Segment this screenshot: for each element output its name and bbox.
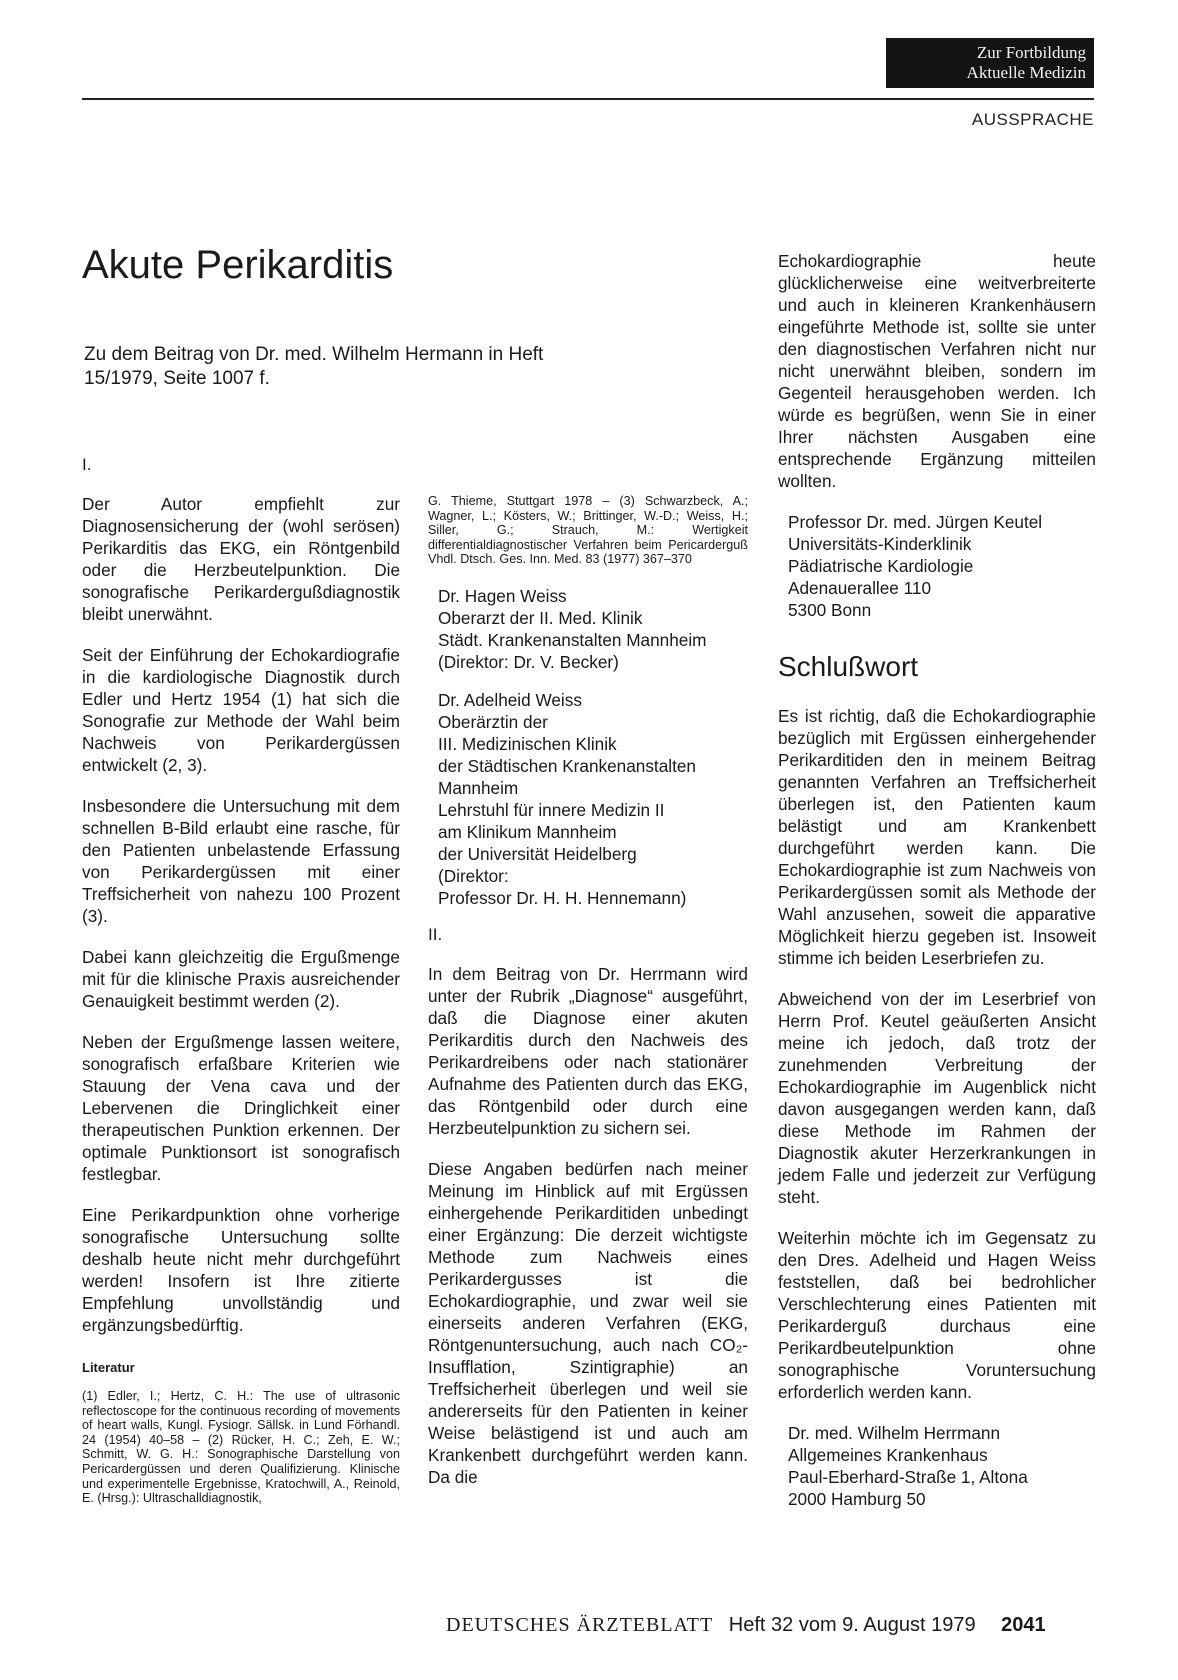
issue-info: Heft 32 vom 9. August 1979 [728, 1614, 976, 1636]
author-line: Professor Dr. med. Jürgen Keutel [788, 512, 1043, 532]
author-line: III. Medizinischen Klinik [438, 733, 617, 754]
author-line: der Universität Heidelberg [438, 843, 637, 864]
column-1 [82, 455, 400, 1506]
letter-2-paragraph: Diese Angaben bedürfen nach meiner Meinung im Hinblick auf mit Ergüssen einhergehende Perikarditiden unbedingt einer Ergänzung: Die derzeit wichtigste Methode zum Nachweis eines Perikardergusses ist die Echokardiographie, und zwar weil sie einerseits anderen Verfahren (EKG, Röntgenuntersuchung, auch nach CO₂-Insufflation, Szintigraphie) an Treffsicherheit überlegen und weil sie andererseits für den Patienten in keiner Weise belästigend ist und auch am Krankenbett durchgeführt werden kann. Da die [428, 1158, 748, 1487]
author-line: Paul-Eberhard-Straße 1, Altona [788, 1467, 1028, 1487]
section-label: AUSSPRACHE [971, 110, 1094, 129]
letter-1-paragraph: Neben der Ergußmenge lassen weitere, sonografisch erfaßbare Kriterien wie Stauung der Vena cava und der Lebervenen die Dringlichkeit einer therapeutischen Punktion erkennen. Der optimale Punktionsort ist sonografisch festlegbar. [82, 1032, 400, 1184]
schlusswort-paragraph: Es ist richtig, daß die Echokardiographie bezüglich mit Ergüssen einhergehender Perikarditiden den in meinem Beitrag genannten Verfahren an Treffsicherheit überlegen ist, den Patienten kaum belästigt und am Krankenbett durchgeführt werden kann. Die Echokardiographie ist zum Nachweis von Perikardergüssen somit als Methode der Wahl anzusehen, soweit die apparative Möglichkeit hierzu gegeben ist. Insoweit stimme ich beiden Leserbriefen zu. [778, 706, 1096, 968]
author-line: 5300 Bonn [788, 600, 872, 620]
author-line: 2000 Hamburg 50 [788, 1489, 926, 1509]
letter-1-paragraph: Insbesondere die Untersuchung mit dem schnellen B-Bild erlaubt eine rasche, für den Patienten unbelastende Erfassung von Perikardergüssen mit einer Treffsicherheit von nahezu 100 Prozent (3). [82, 796, 400, 926]
author-block-herrmann [788, 1422, 1096, 1510]
author-line: (Direktor: [438, 865, 509, 886]
references: (1) Edler, I.; Hertz, C. H.: The use of ultrasonic reflectoscope for the continuous recording of movements of heart walls, Kungl. Fysiogr. Sällsk. in Lund Förhandl. 24 (1954) 40–58 – (2) Rücker, H. C.; Zeh, E. W.; Schmitt, W. G. H.: Sonographische Darstellung von Pericardergüssen und deren Qualifizierung. Klinische und experimentelle Ergebnisse, Kratochwill, A., Reinold, E. (Hrsg.): Ultraschalldiagnostik, [82, 1389, 400, 1506]
author-block-keutel [788, 511, 1096, 621]
header-rule [82, 98, 1094, 100]
badge-line-2: Aktuelle Medizin [966, 63, 1086, 82]
column-3 [778, 250, 1096, 1526]
schlusswort-paragraph: Weiterhin möchte ich im Gegensatz zu den Dres. Adelheid und Hagen Weiss feststellen, daß bei bedrohlicher Verschlechterung eines Patienten mit Perikarderguß durchaus eine Perikardbeutelpunktion ohne sonographische Voruntersuchung erforderlich werden kann. [778, 1228, 1096, 1402]
author-line: Allgemeines Krankenhaus [788, 1445, 988, 1465]
author-line: Dr. Hagen Weiss [438, 585, 567, 606]
author-line: (Direktor: Dr. V. Becker) [438, 651, 619, 672]
letter-1-paragraph: Eine Perikardpunktion ohne vorherige sonografische Untersuchung sollte deshalb heute nicht mehr durchgeführt werden! Insofern ist Ihre zitierte Empfehlung unvollständig und ergänzungsbedürftig. [82, 1205, 400, 1335]
references-continued: G. Thieme, Stuttgart 1978 – (3) Schwarzbeck, A.; Wagner, L.; Kösters, W.; Brittinger, W.-D.; Weiss, H.; Siller, G.; Strauch, M.: Wertigkeit differentialdiagnostischer Verfahren beim Pericarderguß Vhdl. Dtsch. Ges. Inn. Med. 83 (1977) 367–370 [428, 494, 748, 567]
article-subtitle: Zu dem Beitrag von Dr. med. Wilhelm Hermann in Heft 15/1979, Seite 1007 f. [84, 344, 544, 389]
author-line: Universitäts-Kinderklinik [788, 534, 972, 554]
author-line: Pädiatrische Kardiologie [788, 556, 974, 576]
letter-1-numeral: I. [82, 455, 92, 474]
column-2 [428, 494, 748, 1507]
schlusswort-heading: Schlußwort [778, 651, 919, 682]
schlusswort-paragraph: Abweichend von der im Leserbrief von Herrn Prof. Keutel geäußerten Ansicht meine ich jedoch, daß trotz der zunehmenden Verbreitung der Echokardiographie im Augenblick nicht davon ausgegangen werden kann, daß diese Methode im Rahmen der Diagnostik akuter Herzerkrankungen in jedem Falle und jederzeit zur Verfügung steht. [778, 989, 1096, 1207]
author-block-adelheid-weiss [438, 689, 748, 909]
author-line: Dr. med. Wilhelm Herrmann [788, 1423, 1001, 1443]
page-number: 2041 [1001, 1614, 1046, 1636]
author-line: Städt. Krankenanstalten Mannheim [438, 629, 707, 650]
author-line: Oberärztin der [438, 711, 548, 732]
journal-name: DEUTSCHES ÄRZTEBLATT [446, 1614, 714, 1636]
letter-2-paragraph: In dem Beitrag von Dr. Herrmann wird unter der Rubrik „Diagnose“ ausgeführt, daß die Diagnose einer akuten Perikarditis durch den Nachweis des Perikardreibens oder nach stationärer Aufnahme des Patienten durch das EKG, das Röntgenbild oder durch eine Herzbeutelpunktion zu sichern sei. [428, 963, 748, 1138]
letter-1-paragraph: Seit der Einführung der Echokardiografie in die kardiologische Diagnostik durch Edler und Hertz 1954 (1) hat sich die Sonografie zur Methode der Wahl beim Nachweis von Perikardergüssen entwickelt (2, 3). [82, 645, 400, 775]
page-footer [446, 1614, 1046, 1637]
author-line: der Städtischen Krankenanstalten [438, 755, 696, 776]
badge-line-1: Zur Fortbildung [976, 43, 1086, 62]
section-badge [886, 38, 1094, 88]
author-block-hagen-weiss [438, 585, 748, 673]
article-title: Akute Perikarditis [82, 243, 394, 287]
letter-2-paragraph: Echokardiographie heute glücklicherweise eine weitverbreiterte und auch in kleineren Krankenhäusern eingeführte Methode ist, sollte sie unter den diagnostischen Verfahren nicht nur nicht unerwähnt bleiben, sondern im Gegenteil herausgehoben werden. Ich würde es begrüßen, wenn Sie in einer Ihrer nächsten Ausgaben eine entsprechende Ergänzung mitteilen wollten. [778, 251, 1096, 491]
literatur-heading: Literatur [82, 1360, 135, 1375]
author-line: Mannheim [438, 777, 519, 798]
letter-1-paragraph: Dabei kann gleichzeitig die Ergußmenge mit für die klinische Praxis ausreichender Genauigkeit bestimmt werden (2). [82, 947, 400, 1011]
author-line: Adenauerallee 110 [788, 578, 932, 598]
author-line: Lehrstuhl für innere Medizin II [438, 799, 665, 820]
author-line: am Klinikum Mannheim [438, 821, 617, 842]
author-line: Professor Dr. H. H. Hennemann) [438, 887, 687, 908]
author-line: Dr. Adelheid Weiss [438, 689, 582, 710]
letter-2-numeral: II. [428, 924, 443, 944]
letter-1-paragraph: Der Autor empfiehlt zur Diagnosensicherung der (wohl serösen) Perikarditis das EKG, ein Röntgenbild oder die Herzbeutelpunktion. Die sonografische Perikardergußdiagnostik bleibt unerwähnt. [82, 494, 400, 624]
author-line: Oberarzt der II. Med. Klinik [438, 607, 643, 628]
